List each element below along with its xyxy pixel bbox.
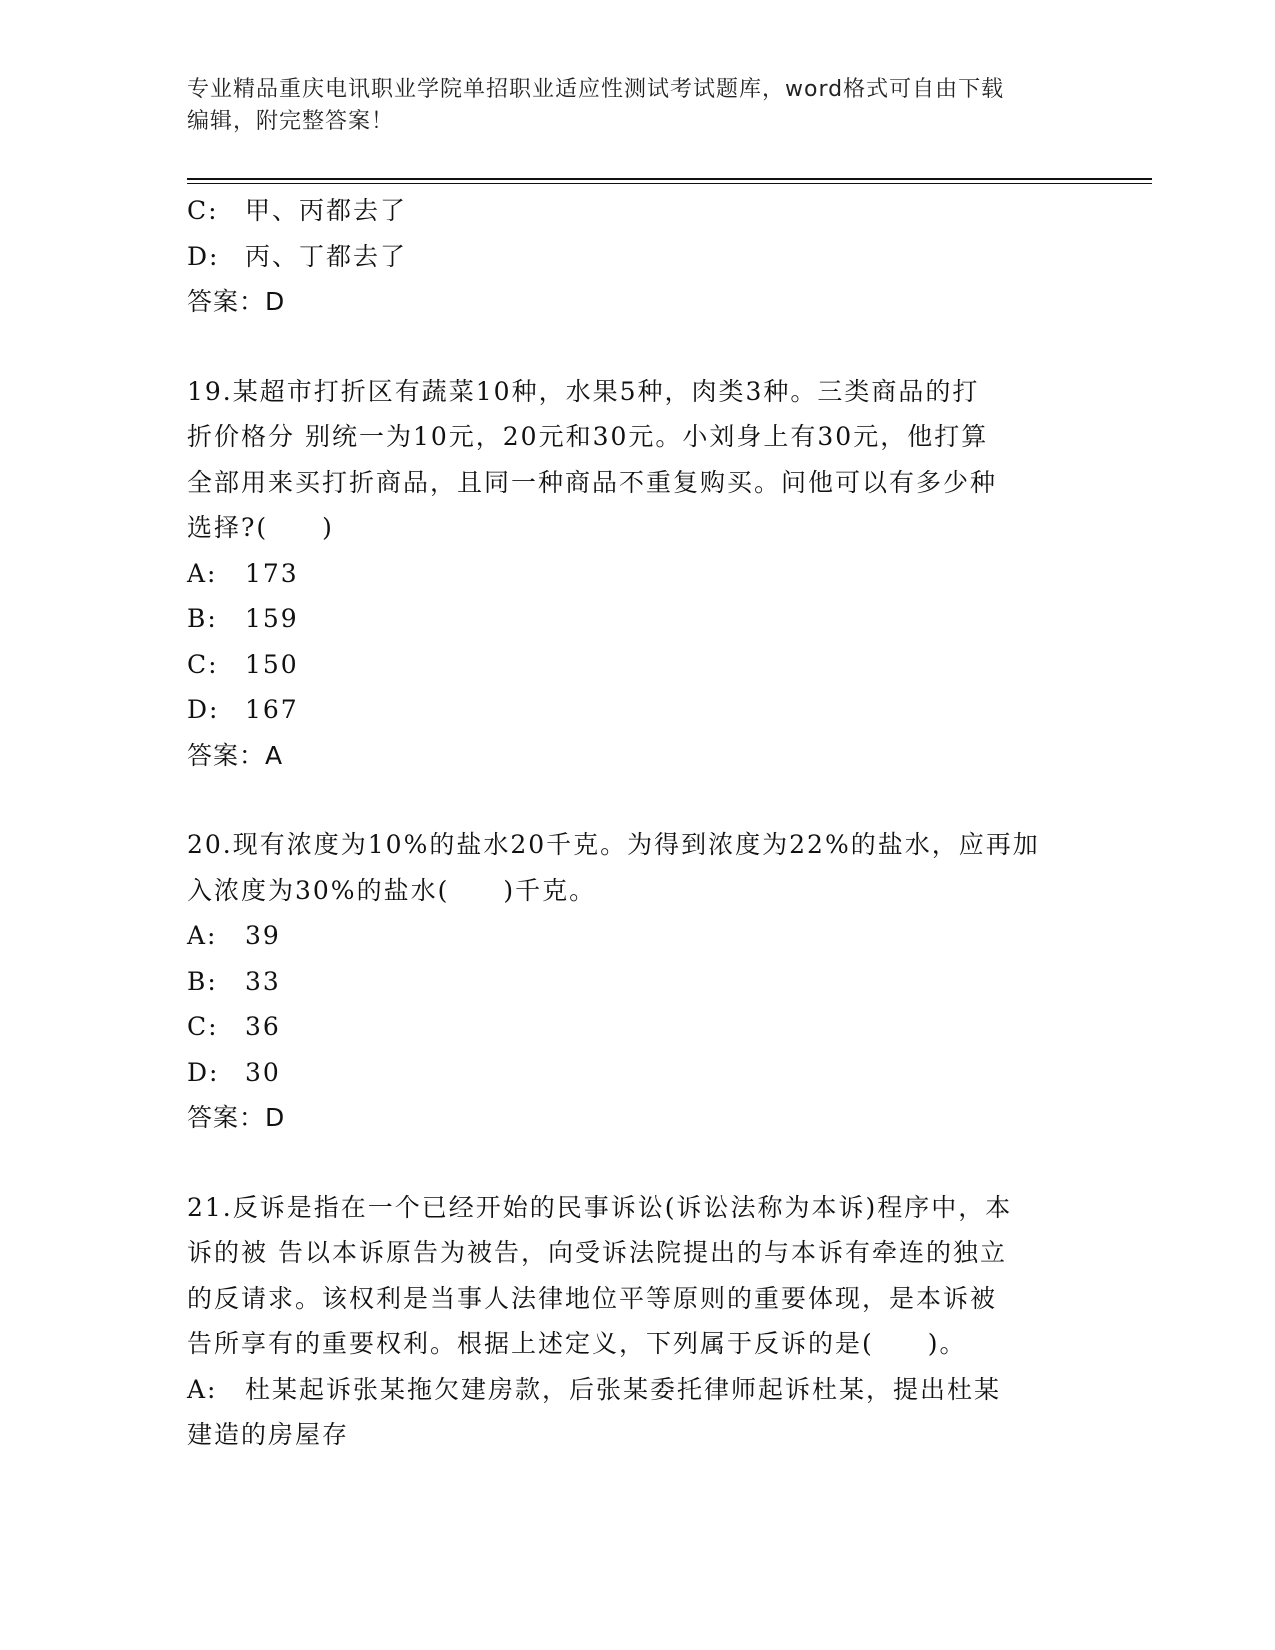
question-20 bbox=[187, 822, 1067, 1141]
option-letter: D: bbox=[187, 695, 220, 724]
option-text: 33 bbox=[245, 966, 281, 996]
option-text: 39 bbox=[245, 921, 281, 950]
previous-question bbox=[187, 188, 1067, 325]
option-row bbox=[187, 959, 1067, 1005]
option-row bbox=[187, 551, 1067, 597]
spacer bbox=[187, 1141, 1067, 1185]
option-row bbox=[187, 188, 1067, 234]
option-letter: A: bbox=[187, 921, 218, 950]
option-row bbox=[187, 913, 1067, 959]
option-letter: A: bbox=[187, 1374, 218, 1404]
option-text: 杜某起诉张某拖欠建房款，后张某委托律师起诉杜某，提出杜某 bbox=[245, 1374, 1002, 1404]
option-row bbox=[187, 687, 1067, 733]
option-row bbox=[187, 596, 1067, 642]
option-text: 167 bbox=[245, 695, 299, 724]
option-letter: C: bbox=[187, 1012, 219, 1041]
header-rule-thin bbox=[187, 183, 1152, 184]
header-line-1: 专业精品重庆电讯职业学院单招职业适应性测试考试题库，word格式可自由下载 bbox=[187, 77, 1005, 102]
option-text: 173 bbox=[245, 558, 299, 588]
option-text: 甲、丙都去了 bbox=[245, 196, 408, 225]
option-text: 30 bbox=[245, 1057, 281, 1087]
question-text-line: 诉的被 告以本诉原告为被告，向受诉法院提出的与本诉有牵连的独立 bbox=[187, 1238, 1007, 1267]
option-row bbox=[187, 1004, 1067, 1050]
answer-line: 答案：D bbox=[187, 287, 286, 316]
question-text-line: 选择?( ) bbox=[187, 513, 334, 542]
option-continuation: 建造的房屋存 bbox=[187, 1420, 350, 1449]
question-text-line: 全部用来买打折商品，且同一种商品不重复购买。问他可以有多少种 bbox=[187, 467, 998, 497]
option-text: 36 bbox=[245, 1012, 281, 1041]
option-row bbox=[187, 642, 1067, 688]
question-text-line: 21.反诉是指在一个已经开始的民事诉讼(诉讼法称为本诉)程序中，本 bbox=[187, 1192, 1013, 1222]
answer-line: 答案：D bbox=[187, 1103, 286, 1132]
question-text-line: 20.现有浓度为10%的盐水20千克。为得到浓度为22%的盐水，应再加 bbox=[187, 830, 1040, 859]
header-rule-thick bbox=[187, 178, 1152, 180]
option-letter: D: bbox=[187, 241, 220, 271]
question-19 bbox=[187, 369, 1067, 779]
document-header bbox=[187, 74, 1067, 138]
header-line-2: 编辑，附完整答案！ bbox=[187, 109, 395, 134]
option-letter: B: bbox=[187, 966, 218, 996]
question-21 bbox=[187, 1185, 1067, 1458]
option-row bbox=[187, 1367, 1067, 1413]
question-text-line: 折价格分 别统一为10元，20元和30元。小刘身上有30元，他打算 bbox=[187, 422, 989, 451]
answer-line: 答案：A bbox=[187, 740, 284, 770]
option-text: 150 bbox=[245, 649, 299, 679]
option-row bbox=[187, 1050, 1067, 1096]
option-letter: A: bbox=[187, 558, 218, 588]
option-letter: D: bbox=[187, 1057, 220, 1087]
question-text-line: 告所享有的重要权利。根据上述定义，下列属于反诉的是( )。 bbox=[187, 1329, 967, 1358]
spacer bbox=[187, 778, 1067, 822]
option-letter: B: bbox=[187, 604, 218, 633]
spacer bbox=[187, 325, 1067, 369]
option-letter: C: bbox=[187, 649, 219, 679]
question-text-line: 入浓度为30%的盐水( )千克。 bbox=[187, 875, 597, 905]
option-row bbox=[187, 234, 1067, 280]
option-text: 丙、丁都去了 bbox=[245, 241, 408, 271]
option-letter: C: bbox=[187, 196, 219, 225]
page-content bbox=[187, 188, 1067, 1458]
question-text-line: 的反请求。该权利是当事人法律地位平等原则的重要体现，是本诉被 bbox=[187, 1283, 998, 1313]
question-text-line: 19.某超市打折区有蔬菜10种，水果5种，肉类3种。三类商品的打 bbox=[187, 376, 980, 406]
option-text: 159 bbox=[245, 604, 299, 633]
